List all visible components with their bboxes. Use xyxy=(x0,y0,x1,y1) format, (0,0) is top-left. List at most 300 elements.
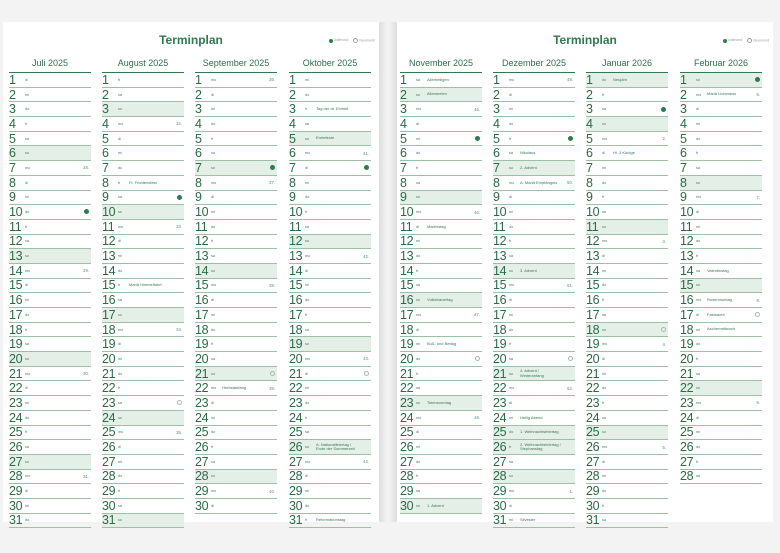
weekday-label: sa xyxy=(211,151,216,156)
weekday-label: di xyxy=(416,430,419,435)
weekday-label: so xyxy=(211,474,216,479)
weekday-label: do xyxy=(25,415,30,420)
weekday-label: so xyxy=(696,283,701,288)
weekday-label: mo xyxy=(118,121,124,126)
weekday-label: mi xyxy=(25,400,30,405)
weekday-label: mo xyxy=(509,386,515,391)
weekday-label: so xyxy=(305,445,310,450)
day-number: 12 xyxy=(9,234,23,249)
day-row xyxy=(195,161,277,176)
day-row xyxy=(493,88,575,103)
day-number: 19 xyxy=(102,337,116,352)
weekday-label: di xyxy=(696,107,699,112)
weekday-label: mo xyxy=(25,474,31,479)
day-number: 7 xyxy=(493,161,500,175)
day-number: 4 xyxy=(195,117,202,131)
day-number: 3 xyxy=(493,102,500,117)
weekday-label: mi xyxy=(416,239,421,244)
day-row xyxy=(400,484,482,499)
month-name: September 2025 xyxy=(195,57,277,73)
weekday-label: fr xyxy=(305,107,308,112)
day-number: 6 xyxy=(680,146,687,161)
day-number: 7 xyxy=(9,161,16,175)
weekday-label: di xyxy=(211,503,214,508)
day-number: 4 xyxy=(493,117,500,131)
day-row xyxy=(493,308,575,323)
day-row xyxy=(680,308,762,323)
day-number: 27 xyxy=(102,454,116,469)
holiday-label: 3. Advent xyxy=(520,268,537,273)
day-row xyxy=(289,146,371,161)
day-number: 21 xyxy=(493,366,507,381)
day-row xyxy=(586,279,668,294)
day-row xyxy=(9,367,91,382)
day-row xyxy=(289,337,371,352)
day-row xyxy=(9,264,91,279)
weekday-label: di xyxy=(696,312,699,317)
day-number: 24 xyxy=(289,410,303,425)
weekday-label: di xyxy=(602,459,605,464)
day-row xyxy=(680,176,762,191)
weekday-label: do xyxy=(602,77,607,82)
day-number: 20 xyxy=(195,352,209,366)
day-row xyxy=(289,205,371,220)
day-row xyxy=(400,426,482,441)
weekday-label: do xyxy=(416,151,421,156)
day-number: 13 xyxy=(400,249,414,264)
weekday-label: di xyxy=(305,165,308,170)
day-number: 13 xyxy=(195,249,209,264)
day-number: 22 xyxy=(586,381,600,396)
day-row xyxy=(400,235,482,250)
day-number: 6 xyxy=(586,146,593,161)
week-number: 42. xyxy=(363,253,369,259)
day-number: 9 xyxy=(195,190,202,205)
weekday-label: sa xyxy=(305,121,310,126)
day-number: 15 xyxy=(400,278,414,293)
holiday-label: Tag der dt. Einheit xyxy=(316,107,349,112)
month-column xyxy=(289,57,371,528)
day-number: 29 xyxy=(195,484,209,499)
day-number: 5 xyxy=(586,131,593,146)
day-number: 3 xyxy=(102,102,109,117)
weekday-label: di xyxy=(211,195,214,200)
weekday-label: sa xyxy=(696,165,701,170)
legend-new: Neumond xyxy=(353,38,375,43)
day-number: 31 xyxy=(102,513,116,528)
day-row xyxy=(400,73,482,88)
weekday-label: so xyxy=(25,459,30,464)
day-number: 30 xyxy=(586,498,600,513)
month-column xyxy=(586,57,668,528)
day-row xyxy=(586,411,668,426)
weekday-label: di xyxy=(25,489,28,494)
weekday-label: di xyxy=(305,371,308,376)
day-number: 11 xyxy=(102,219,115,234)
weekday-label: sa xyxy=(211,254,216,259)
weekday-label: di xyxy=(118,239,121,244)
weekday-label: mo xyxy=(305,151,311,156)
weekday-label: sa xyxy=(509,151,514,156)
week-number: 47. xyxy=(474,312,480,318)
weekday-label: mi xyxy=(211,210,216,215)
day-number: 16 xyxy=(289,293,303,308)
day-number: 23 xyxy=(400,396,414,410)
weekday-label: so xyxy=(305,136,310,141)
day-row xyxy=(102,249,184,264)
day-row xyxy=(102,73,184,88)
day-number: 7 xyxy=(400,161,407,175)
day-row xyxy=(289,381,371,396)
day-row xyxy=(586,499,668,514)
day-row xyxy=(680,161,762,176)
day-row xyxy=(195,220,277,235)
weekday-label: so xyxy=(305,342,310,347)
weekday-label: so xyxy=(696,386,701,391)
day-number: 20 xyxy=(586,352,600,366)
weekday-label: sa xyxy=(25,342,30,347)
day-row xyxy=(9,396,91,411)
day-number: 12 xyxy=(289,234,303,249)
day-row xyxy=(195,264,277,279)
day-number: 6 xyxy=(9,146,16,161)
weekday-label: mo xyxy=(696,195,702,200)
weekday-label: fr xyxy=(602,503,605,508)
day-number: 9 xyxy=(289,190,296,205)
day-row xyxy=(493,220,575,235)
day-number: 5 xyxy=(102,131,109,146)
day-row xyxy=(400,205,482,220)
day-number: 27 xyxy=(9,454,23,469)
day-number: 3 xyxy=(680,102,687,117)
holiday-label: Allerheiligen xyxy=(427,77,449,82)
day-number: 15 xyxy=(680,278,694,293)
day-row xyxy=(9,484,91,499)
weekday-label: di xyxy=(602,356,605,361)
week-number: 6. xyxy=(756,92,760,98)
day-number: 30 xyxy=(400,498,414,513)
new-moon-icon xyxy=(568,356,573,361)
week-number: 52. xyxy=(567,385,573,391)
week-number: 7. xyxy=(756,194,760,200)
day-number: 25 xyxy=(289,425,303,440)
day-number: 18 xyxy=(680,322,694,337)
weekday-label: di xyxy=(211,298,214,303)
day-row xyxy=(493,146,575,161)
day-row xyxy=(195,176,277,191)
day-number: 24 xyxy=(9,410,23,425)
weekday-label: do xyxy=(509,430,514,435)
day-row xyxy=(493,426,575,441)
day-number: 10 xyxy=(195,205,209,220)
weekday-label: sa xyxy=(305,327,310,332)
day-number: 1 xyxy=(680,73,687,87)
day-row xyxy=(400,161,482,176)
day-row xyxy=(400,117,482,132)
day-number: 27 xyxy=(493,454,507,469)
weekday-label: sa xyxy=(602,518,607,523)
day-row xyxy=(102,470,184,485)
weekday-label: so xyxy=(509,474,514,479)
day-row xyxy=(680,220,762,235)
weekday-label: mi xyxy=(602,165,607,170)
day-row xyxy=(493,73,575,88)
day-number: 11 xyxy=(680,219,693,234)
day-number: 31 xyxy=(289,513,303,528)
full-moon-icon xyxy=(723,39,727,43)
day-number: 17 xyxy=(493,308,507,322)
weekday-label: sa xyxy=(509,459,514,464)
day-number: 29 xyxy=(9,484,23,499)
weekday-label: do xyxy=(25,210,30,215)
holiday-label: Nikolaus xyxy=(520,151,536,156)
day-row xyxy=(586,176,668,191)
day-number: 8 xyxy=(586,175,593,190)
weekday-label: sa xyxy=(602,210,607,215)
day-number: 24 xyxy=(195,410,209,425)
day-number: 23 xyxy=(195,396,209,410)
month-column xyxy=(9,57,91,528)
holiday-label: Herbstanfang xyxy=(222,386,247,391)
day-row xyxy=(680,102,762,117)
day-row xyxy=(680,411,762,426)
day-row xyxy=(586,102,668,117)
day-row xyxy=(493,235,575,250)
weekday-label: fr xyxy=(509,342,512,347)
day-row xyxy=(9,426,91,441)
day-row xyxy=(586,205,668,220)
weekday-label: so xyxy=(416,298,421,303)
weekday-label: sa xyxy=(305,430,310,435)
day-row xyxy=(9,308,91,323)
day-row xyxy=(493,323,575,338)
day-number: 1 xyxy=(9,73,16,87)
weekday-label: so xyxy=(211,371,216,376)
day-number: 21 xyxy=(680,366,694,381)
day-row xyxy=(289,73,371,88)
day-row xyxy=(102,132,184,147)
day-number: 27 xyxy=(195,454,209,469)
day-number: 4 xyxy=(680,117,687,131)
day-row xyxy=(195,470,277,485)
weekday-label: di xyxy=(25,77,28,82)
day-row xyxy=(400,102,482,117)
day-row xyxy=(586,367,668,382)
weekday-label: so xyxy=(416,195,421,200)
day-number: 24 xyxy=(493,410,507,425)
day-number: 5 xyxy=(400,131,407,146)
weekday-label: mo xyxy=(602,136,608,141)
weekday-label: do xyxy=(509,224,514,229)
day-number: 2 xyxy=(9,87,16,102)
day-number: 22 xyxy=(195,381,209,396)
weekday-label: di xyxy=(305,474,308,479)
weekday-label: di xyxy=(25,283,28,288)
day-row xyxy=(195,484,277,499)
day-number: 28 xyxy=(400,469,414,484)
day-number: 20 xyxy=(680,352,694,366)
week-number: 1. xyxy=(569,488,573,494)
day-row xyxy=(586,396,668,411)
weekday-label: do xyxy=(118,268,123,273)
day-row xyxy=(493,191,575,206)
weekday-label: so xyxy=(305,239,310,244)
full-moon-icon xyxy=(364,165,369,170)
weekday-label: mi xyxy=(509,415,514,420)
weekday-label: do xyxy=(696,239,701,244)
day-row xyxy=(9,220,91,235)
day-row xyxy=(680,235,762,250)
weekday-label: fr xyxy=(696,151,699,156)
day-row xyxy=(586,293,668,308)
weekday-label: fr xyxy=(211,239,214,244)
weekday-label: di xyxy=(305,268,308,273)
day-row xyxy=(400,455,482,470)
page-title: Terminplan xyxy=(159,33,223,47)
day-number: 26 xyxy=(9,440,23,455)
weekday-label: mo xyxy=(602,342,608,347)
day-row xyxy=(102,352,184,367)
day-number: 3 xyxy=(195,102,202,117)
day-number: 18 xyxy=(289,322,303,337)
weekday-label: mi xyxy=(118,356,123,361)
weekday-label: so xyxy=(416,92,421,97)
day-number: 11 xyxy=(289,219,302,234)
day-number: 5 xyxy=(9,131,16,146)
month-name: Februar 2026 xyxy=(680,57,762,73)
weekday-label: mi xyxy=(602,268,607,273)
holiday-label: Hl. 3 Könige xyxy=(613,151,635,156)
weekday-label: do xyxy=(416,254,421,259)
day-row xyxy=(680,88,762,103)
day-number: 20 xyxy=(493,352,507,366)
day-row xyxy=(102,381,184,396)
day-row xyxy=(9,161,91,176)
day-row xyxy=(400,367,482,382)
weekday-label: so xyxy=(211,165,216,170)
weekday-label: mo xyxy=(305,459,311,464)
holiday-label: Reformationstag xyxy=(316,518,346,523)
day-number: 4 xyxy=(102,117,109,131)
day-row xyxy=(102,323,184,338)
day-number: 26 xyxy=(102,440,116,455)
day-number: 9 xyxy=(586,190,593,205)
weekday-label: mi xyxy=(305,386,310,391)
day-number: 18 xyxy=(586,322,600,337)
weekday-label: so xyxy=(602,327,607,332)
weekday-label: fr xyxy=(118,180,121,185)
day-row xyxy=(289,367,371,382)
weekday-label: mi xyxy=(211,312,216,317)
full-moon-icon xyxy=(568,136,573,141)
holiday-label: 2. Weihnachtsfeiertag / Stephanstag xyxy=(520,442,561,452)
day-number: 13 xyxy=(493,249,507,264)
day-number: 23 xyxy=(289,396,303,410)
day-number: 24 xyxy=(102,410,116,425)
weekday-label: do xyxy=(696,342,701,347)
day-number: 28 xyxy=(680,469,694,484)
day-number: 22 xyxy=(289,381,303,396)
day-row xyxy=(289,249,371,264)
day-row xyxy=(289,220,371,235)
weekday-label: do xyxy=(211,224,216,229)
weekday-label: do xyxy=(25,518,30,523)
weekday-label: so xyxy=(118,210,123,215)
day-row xyxy=(195,352,277,367)
day-number: 2 xyxy=(680,87,687,102)
week-number: 50. xyxy=(567,180,573,186)
weekday-label: so xyxy=(118,415,123,420)
day-number: 17 xyxy=(586,308,600,322)
weekday-label: mi xyxy=(416,136,421,141)
day-number: 21 xyxy=(586,366,600,381)
week-number: 46. xyxy=(474,209,480,215)
weekday-label: fr xyxy=(305,312,308,317)
day-number: 10 xyxy=(289,205,303,220)
day-row xyxy=(102,293,184,308)
day-number: 1 xyxy=(586,73,593,87)
day-row xyxy=(400,146,482,161)
weekday-label: fr xyxy=(602,400,605,405)
day-number: 26 xyxy=(493,440,507,455)
day-number: 20 xyxy=(289,352,303,366)
weekday-label: di xyxy=(696,210,699,215)
day-number: 25 xyxy=(586,425,600,440)
weekday-label: mo xyxy=(509,489,515,494)
week-number: 39. xyxy=(269,385,275,391)
weekday-label: mo xyxy=(211,283,217,288)
weekday-label: so xyxy=(118,518,123,523)
weekday-label: mo xyxy=(696,92,702,97)
day-number: 24 xyxy=(586,410,600,425)
day-number: 22 xyxy=(493,381,507,396)
month-column xyxy=(493,57,575,528)
day-number: 14 xyxy=(400,263,414,278)
day-row xyxy=(9,176,91,191)
day-row xyxy=(586,88,668,103)
day-row xyxy=(493,279,575,294)
day-row xyxy=(400,249,482,264)
weekday-label: do xyxy=(696,445,701,450)
weekday-label: mi xyxy=(118,254,123,259)
week-number: 32. xyxy=(176,121,182,127)
weekday-label: so xyxy=(602,224,607,229)
week-number: 30. xyxy=(83,371,89,377)
full-moon-icon xyxy=(755,77,760,82)
day-row xyxy=(9,73,91,88)
day-number: 31 xyxy=(9,513,23,528)
day-row xyxy=(195,411,277,426)
day-number: 12 xyxy=(586,234,600,249)
day-row xyxy=(400,470,482,485)
day-row xyxy=(289,161,371,176)
weekday-label: mi xyxy=(25,92,30,97)
week-number: 43. xyxy=(363,356,369,362)
day-row xyxy=(400,293,482,308)
weekday-label: mi xyxy=(25,195,30,200)
weekday-label: di xyxy=(416,121,419,126)
day-row xyxy=(9,411,91,426)
weekday-label: di xyxy=(25,386,28,391)
day-row xyxy=(586,426,668,441)
day-number: 4 xyxy=(289,117,296,131)
day-number: 2 xyxy=(102,87,109,102)
weekday-label: mo xyxy=(118,224,124,229)
weekday-label: fr xyxy=(305,210,308,215)
day-number: 2 xyxy=(493,87,500,102)
weekday-label: mo xyxy=(118,327,124,332)
day-number: 30 xyxy=(493,498,507,513)
